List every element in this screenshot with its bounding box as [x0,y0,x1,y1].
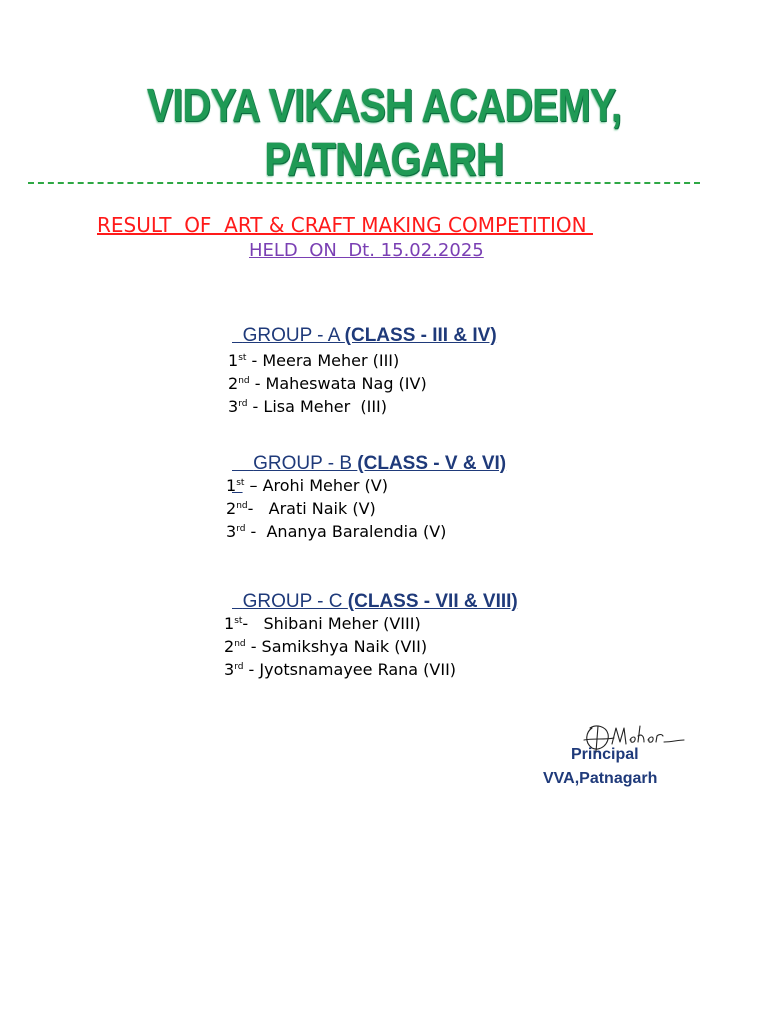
group-b-label: GROUP - B [253,453,358,474]
group-c-classes: (CLASS - VII & VIII) [347,591,518,612]
list-item: 3rd - Ananya Baralendia (V) [226,522,447,541]
group-c-winners [224,610,456,679]
group-b-heading-clip [220,436,540,474]
group-b-winners [226,472,446,541]
group-c-heading [232,569,518,613]
group-a-label: GROUP - A [242,325,345,346]
group-a-heading [232,303,497,347]
group-a-winners [228,347,427,416]
list-item: 1st - Meera Meher (III) [228,351,400,370]
group-b-classes: (CLASS - V & VI) [357,453,507,474]
held-on-date: HELD ON Dt. 15.02.2025 [249,240,484,261]
list-item: 2nd- Arati Naik (V) [226,499,376,518]
list-item: 1st – Arohi Meher (V) [226,476,388,495]
list-item: 3rd - Lisa Meher (III) [228,397,388,416]
list-item: 2nd - Samikshya Naik (VII) [224,637,428,656]
signatory-org: VVA,Patnagarh [543,770,658,787]
school-name: VIDYA VIKASH ACADEMY, PATNAGARH [146,79,622,185]
dashed-divider [28,182,700,184]
result-title: RESULT OF ART & CRAFT MAKING COMPETITION [97,213,593,237]
list-item: 3rd - Jyotsnamayee Rana (VII) [224,660,457,679]
list-item: 1st- Shibani Meher (VIII) [224,614,421,633]
group-a-classes: (CLASS - III & IV) [344,325,497,346]
signatory-title: Principal [571,746,639,763]
list-item: 2nd - Maheswata Nag (IV) [228,374,427,393]
group-c-label: GROUP - C [242,591,348,612]
